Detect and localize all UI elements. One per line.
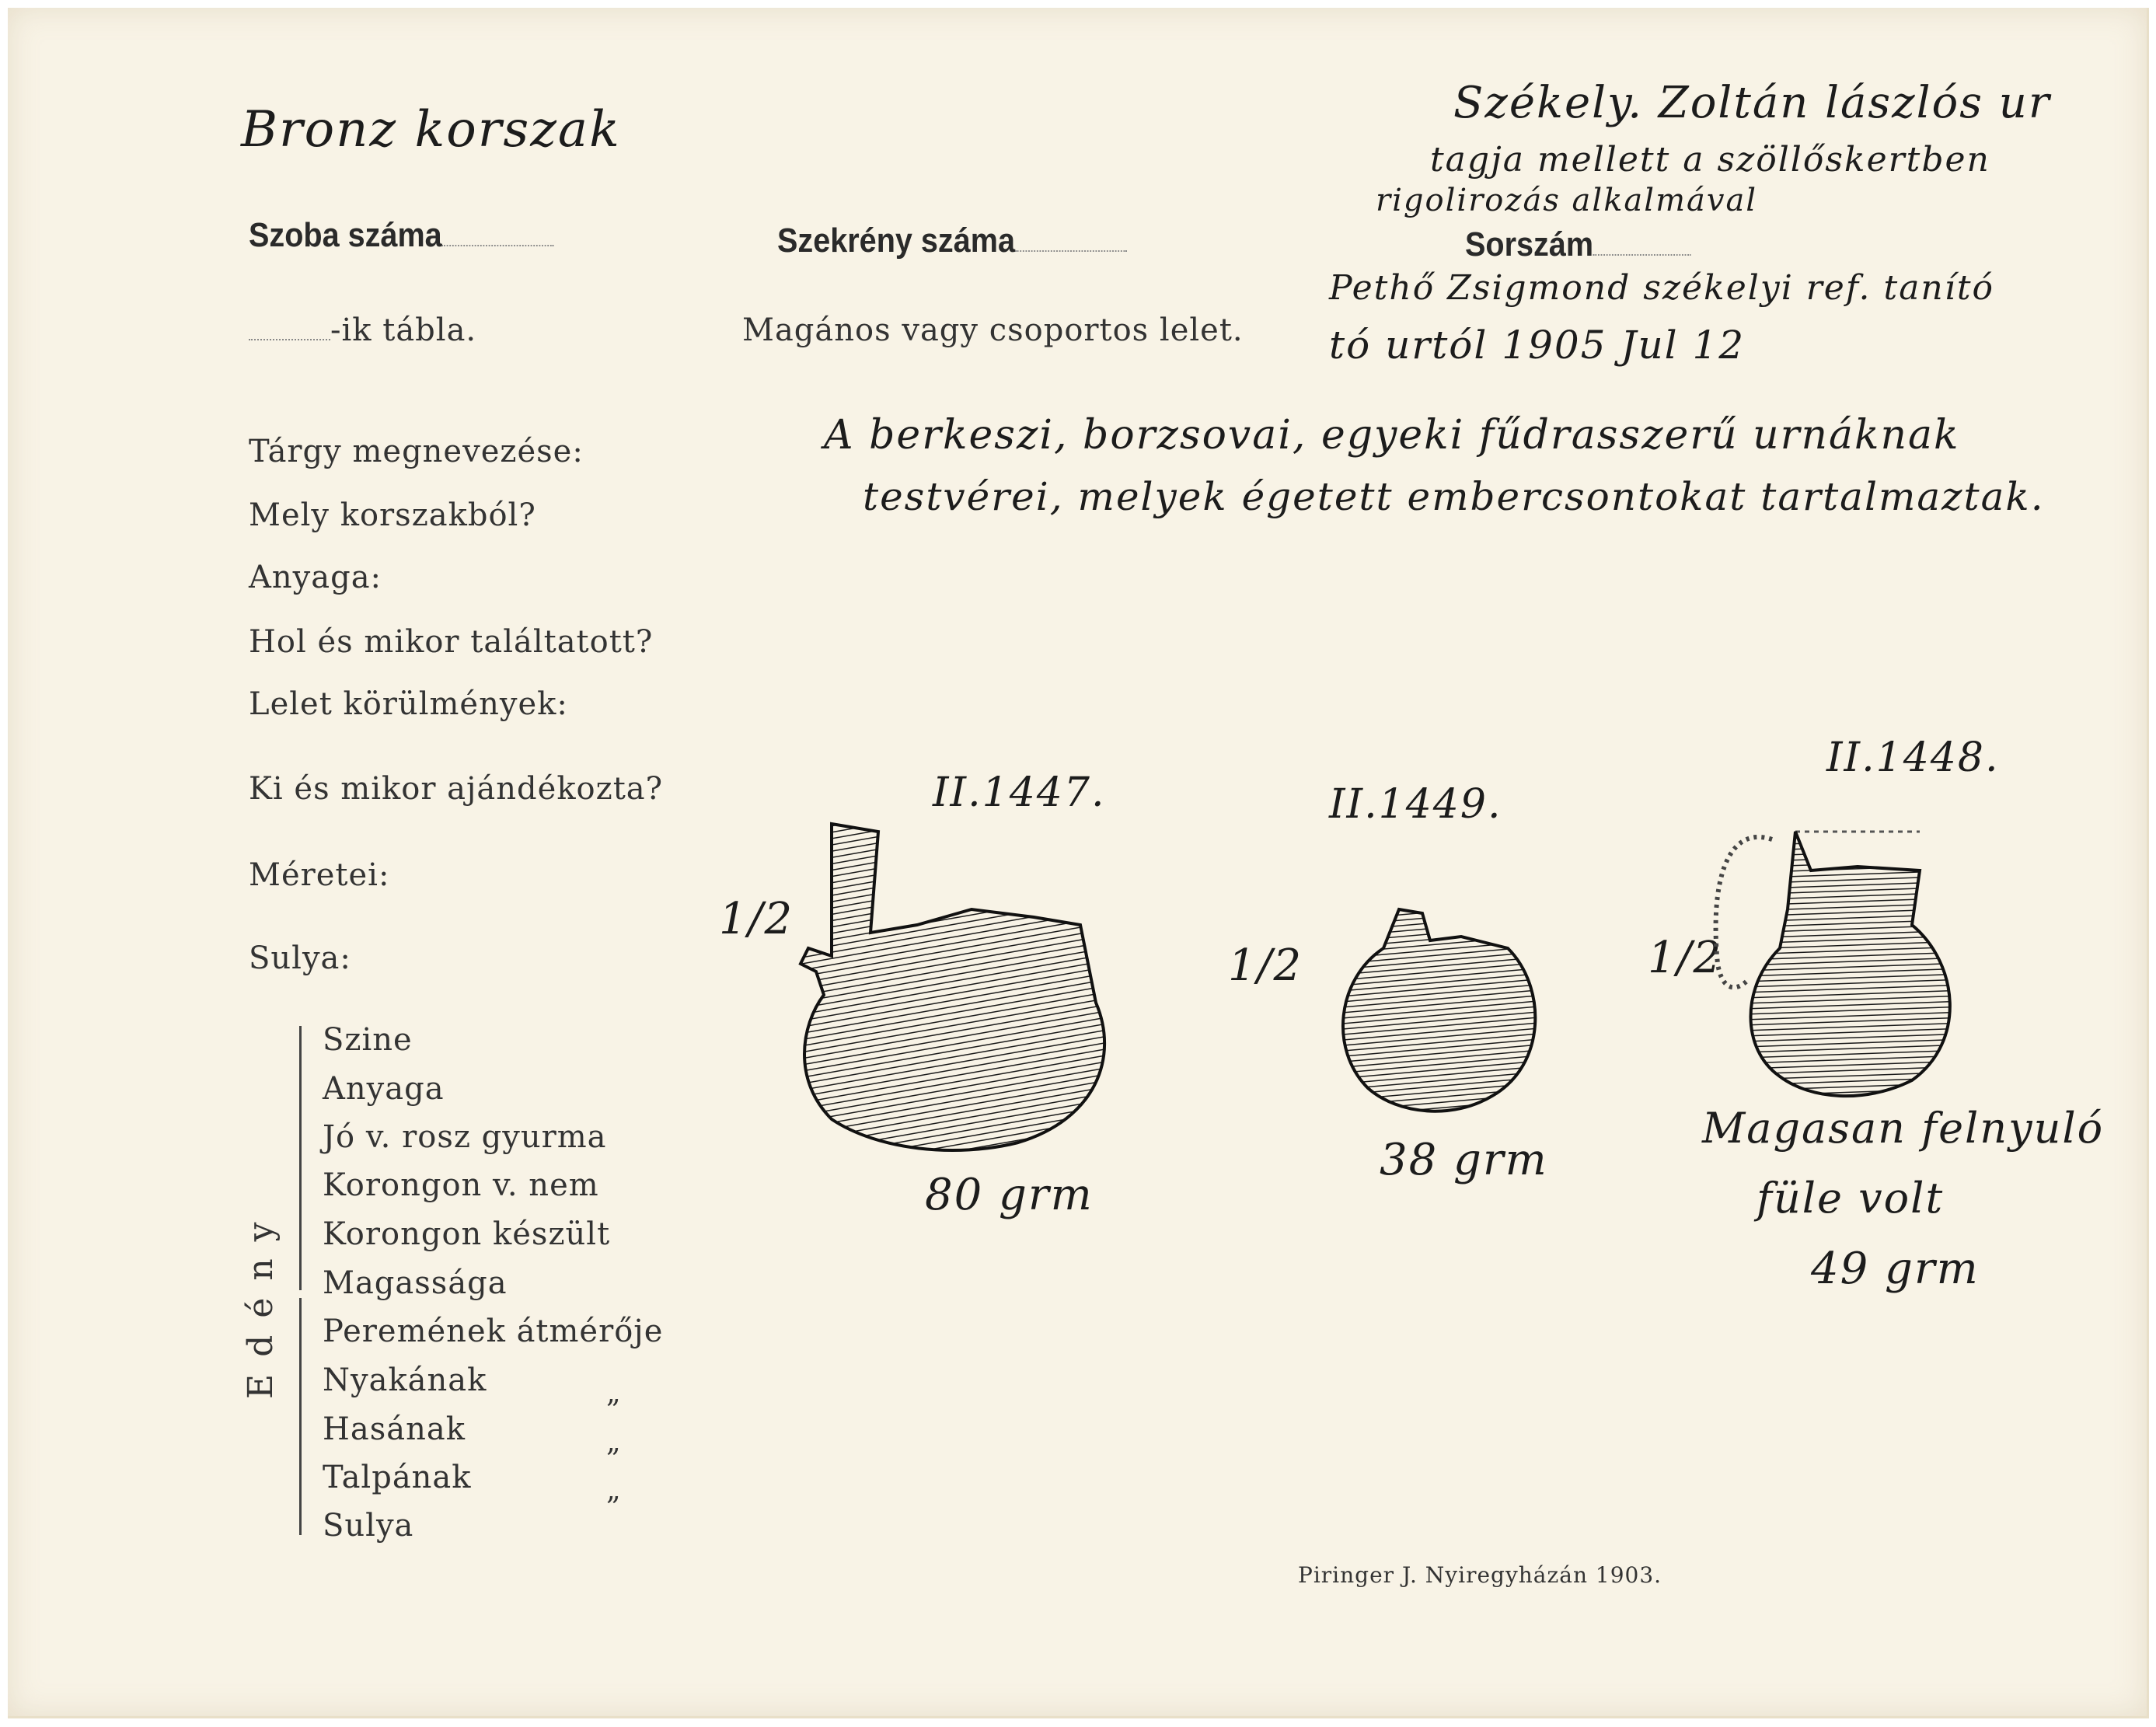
- printer-imprint: Piringer J. Nyiregyházán 1903.: [1298, 1562, 1662, 1588]
- cabinet-dots: [1015, 250, 1127, 252]
- field-where-when-found: Hol és mikor találtatott?: [249, 624, 654, 660]
- vessel-row-wheel-made: Korongon készült: [323, 1216, 611, 1252]
- ditto-base: „: [606, 1474, 621, 1506]
- vessel-row-base: Talpának: [323, 1460, 472, 1495]
- donor-line-2: tó urtól 1905 Jul 12: [1329, 323, 1746, 368]
- period-note: Bronz korszak: [241, 101, 621, 159]
- vessel-row-rim-diameter: Peremének átmérője: [323, 1314, 664, 1349]
- field-donor: Ki és mikor ajándékozta?: [249, 771, 664, 807]
- vessel-1-scale: 1/2: [719, 894, 794, 944]
- room-label-text: Szoba száma: [249, 216, 442, 254]
- field-find-circumstances: Lelet körülmények:: [249, 686, 568, 722]
- donor-line-1: Pethő Zsigmond székelyi ref. tanító: [1329, 268, 1995, 308]
- serial-dots: [1593, 254, 1691, 256]
- location-line-3: rigolirozás alkalmával: [1376, 183, 1758, 218]
- vessel-3-number: II.1448.: [1826, 734, 2000, 781]
- plate-label: [249, 312, 476, 348]
- room-label: [249, 216, 554, 255]
- vessel-3-note-line-1: Magasan felnyuló: [1702, 1104, 2105, 1153]
- ditto-neck: „: [606, 1377, 621, 1409]
- cabinet-label: [777, 222, 1127, 260]
- vessel-3-note-line-2: füle volt: [1757, 1174, 1945, 1223]
- ditto-belly: „: [606, 1426, 621, 1458]
- vessel-2-number: II.1449.: [1329, 781, 1502, 828]
- vessel-row-neck: Nyakának: [323, 1362, 487, 1398]
- field-dimensions: Méretei:: [249, 857, 390, 893]
- vessel-3-weight: 49 grm: [1811, 1244, 1980, 1294]
- cabinet-label-text: Szekrény száma: [777, 222, 1015, 260]
- vessel-row-wheel-or-not: Korongon v. nem: [323, 1167, 599, 1203]
- form-sheet: [8, 8, 2149, 1718]
- description-line-1: A berkeszi, borzsovai, egyeki fűdrasszerű urnáknak: [824, 412, 1960, 459]
- description-line-2: testvérei, melyek égetett embercsontokat tartalmaztak.: [863, 474, 2045, 519]
- vessel-1-drawing: [785, 808, 1127, 1166]
- brace-top: [299, 1026, 302, 1290]
- vessel-1-number: II.1447.: [933, 769, 1106, 816]
- vessel-2-weight: 38 grm: [1380, 1135, 1548, 1185]
- field-period: Mely korszakból?: [249, 497, 536, 533]
- vessel-row-weight: Sulya: [323, 1508, 414, 1544]
- vessel-row-material: Anyaga: [323, 1071, 445, 1107]
- field-weight: Sulya:: [249, 940, 351, 976]
- plate-label-text: -ik tábla.: [330, 312, 477, 348]
- brace-bottom: [299, 1298, 302, 1535]
- serial-label: [1465, 225, 1691, 264]
- find-type-label: Magános vagy csoportos lelet.: [742, 312, 1244, 348]
- vessel-3-scale: 1/2: [1648, 933, 1723, 983]
- vessel-row-clay-quality: Jó v. rosz gyurma: [323, 1119, 607, 1155]
- field-material: Anyaga:: [249, 560, 382, 595]
- plate-dots: [249, 339, 330, 340]
- field-object-name: Tárgy megnevezése:: [249, 434, 584, 469]
- vessel-row-height: Magassága: [323, 1265, 508, 1301]
- serial-label-text: Sorszám: [1465, 225, 1594, 263]
- vessel-1-weight: 80 grm: [925, 1170, 1094, 1220]
- room-dots: [442, 245, 554, 246]
- vessel-row-color: Szine: [323, 1022, 413, 1058]
- vessel-2-drawing: [1321, 894, 1554, 1127]
- vessel-3-drawing: [1679, 793, 2005, 1119]
- vessel-2-scale: 1/2: [1228, 940, 1303, 991]
- vessel-vertical-label: Edény: [241, 1205, 281, 1399]
- vessel-row-belly: Hasának: [323, 1411, 466, 1447]
- location-line-2: tagja mellett a szöllőskertben: [1430, 140, 1990, 180]
- location-line-1: Székely. Zoltán lászlós ur: [1453, 78, 2051, 128]
